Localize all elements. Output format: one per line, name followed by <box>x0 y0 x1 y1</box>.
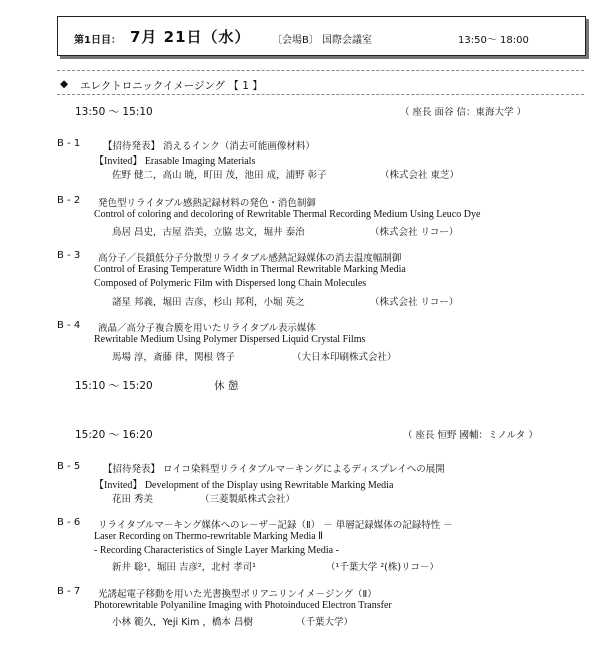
date-label: 7月 21日（水） <box>130 28 251 46</box>
item-title-en: Composed of Polymeric Film with Dispersed long Chain Molecules <box>94 278 367 289</box>
block1-chair: （ 座長 面谷 信：東海大学 ） <box>400 107 527 118</box>
break-label: 休 憩 <box>214 380 239 392</box>
block1-time: 13:50 ～ 15:10 <box>75 106 153 118</box>
item-title-ja: 高分子／長鎖低分子分散型リライタブル感熱記録媒体の消去温度幅制御 <box>98 253 402 264</box>
item-title-en: - Recording Characteristics of Single Layer Marking Media - <box>94 545 339 556</box>
item-title-en: Control of coloring and decoloring of Rewritable Thermal Recording Medium Using Leuco Dye <box>94 209 481 220</box>
item-title-ja: 発色型リライタブル感熱記録材料の発色・消色制御 <box>98 198 316 209</box>
time-range-label: 13:50～ 18:00 <box>458 35 529 46</box>
item-code: B - 6 <box>57 517 81 528</box>
item-authors: 小林 範久，Yeji Kim ，橋本 昌樹 <box>112 617 253 628</box>
item-code: B - 2 <box>57 195 81 206</box>
item-code: B - 7 <box>57 586 81 597</box>
item-title-ja: 【招待発表】 消えるインク（消去可能画像材料） <box>103 141 315 152</box>
item-authors: 鳥居 昌史，古屋 浩美，立脇 忠文，堀井 泰治 <box>112 227 305 238</box>
item-title-ja: リライタブルマ－キング媒体へのレ－ザ－記録（Ⅱ） － 単層記録媒体の記録特性 － <box>98 520 453 531</box>
item-affiliation: （大日本印刷株式会社） <box>292 352 397 363</box>
item-affiliation: （¹千葉大学 ²(株)リコ－） <box>326 562 439 573</box>
item-title-en: Laser Recording on Thermo-rewritable Marking Media Ⅱ <box>94 531 324 542</box>
item-authors: 新井 聡¹，堀田 吉彦²，北村 孝司¹ <box>112 562 256 573</box>
divider-top <box>57 70 584 71</box>
item-title-ja: 光誘起電子移動を用いた光書換型ポリアニリンイメ－ジング（Ⅱ） <box>98 589 377 600</box>
day-label: 第1日目： <box>74 35 121 46</box>
item-authors: 諸星 邦義，堀田 吉彦，杉山 邦利，小堀 英之 <box>112 297 305 308</box>
session-title: エレクトロニックイメージング 【 1 】 <box>80 80 263 92</box>
item-authors: 花田 秀美 <box>112 494 154 505</box>
item-title-en: Control of Erasing Temperature Width in Thermal Rewritable Marking Media <box>94 264 406 275</box>
block2-chair: （ 座長 恒野 國輔：ミノルタ ） <box>403 430 538 441</box>
item-affiliation: （株式会社 東芝） <box>380 170 460 181</box>
session-header-box <box>57 16 586 56</box>
break-time: 15:10 ～ 15:20 <box>75 380 153 392</box>
item-affiliation: （株式会社 リコー） <box>370 297 459 308</box>
item-code: B - 4 <box>57 320 81 331</box>
item-code: B - 3 <box>57 250 81 261</box>
item-affiliation: （株式会社 リコー） <box>370 227 459 238</box>
item-code: B - 1 <box>57 138 81 149</box>
item-code: B - 5 <box>57 461 81 472</box>
item-affiliation: （千葉大学） <box>296 617 354 628</box>
item-title-en: Photorewritable Polyaniline Imaging with Photoinduced Electron Transfer <box>94 600 392 611</box>
diamond-icon: ◆ <box>60 78 69 90</box>
item-affiliation: （三菱製紙株式会社） <box>200 494 296 505</box>
item-title-en: 【Invited】 Erasable Imaging Materials <box>94 156 256 167</box>
item-title-en: 【Invited】 Development of the Display using Rewritable Marking Media <box>94 480 394 491</box>
item-title-ja: 液晶／高分子複合膜を用いたリライタブル表示媒体 <box>98 323 316 334</box>
item-title-ja: 【招待発表】 ロイコ染料型リライタブルマ－キングによるディスプレイへの展開 <box>103 464 445 475</box>
item-title-en: Rewritable Medium Using Polymer Dispersed Liquid Crystal Films <box>94 334 366 345</box>
block2-time: 15:20 ～ 16:20 <box>75 429 153 441</box>
venue-label: 〔会場B〕 国際会議室 <box>272 35 373 46</box>
divider-bottom <box>57 94 584 95</box>
item-authors: 佐野 健二，高山 暁，町田 茂，池田 成，浦野 彰子 <box>112 170 327 181</box>
item-authors: 馬場 淳，斎藤 律，関根 啓子 <box>112 352 236 363</box>
